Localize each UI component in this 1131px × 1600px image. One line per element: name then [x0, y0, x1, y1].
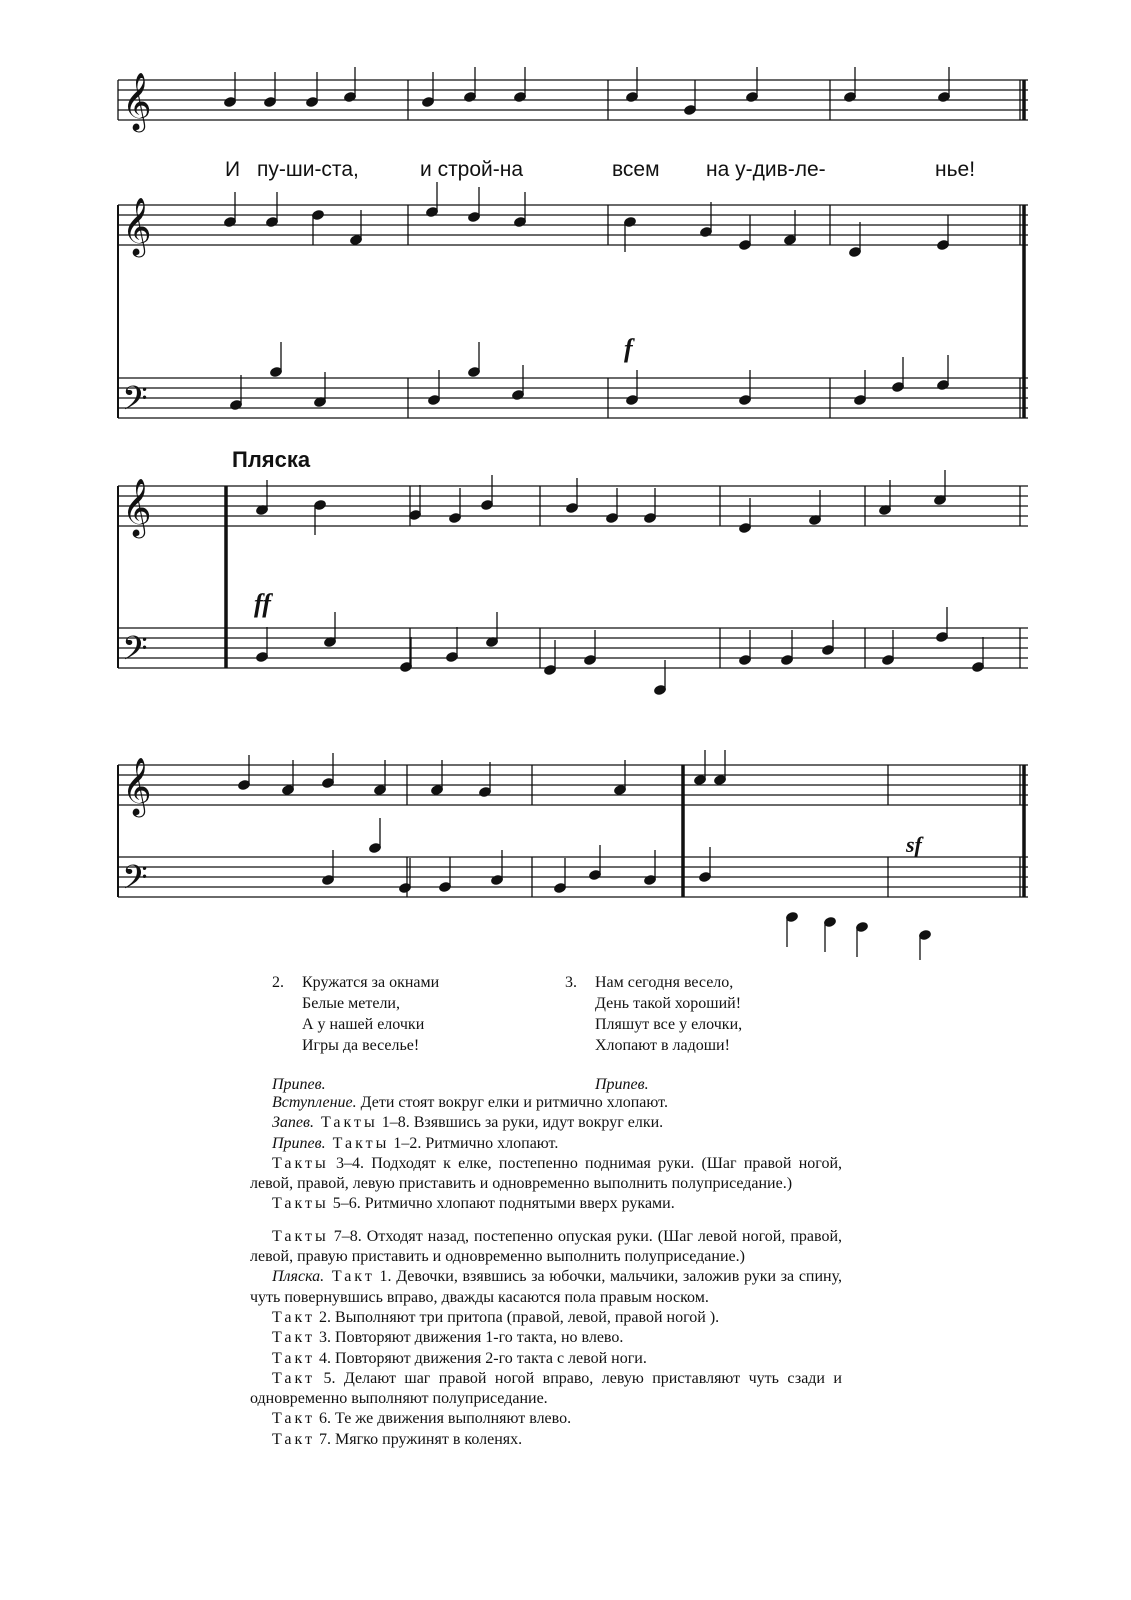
instruction-text: 7–8. Отходят назад, постепенно опуская руки. (Шаг левой ногой, правой, левой, правую приставить и одновременно выполнить полуприседание.) [250, 1227, 842, 1266]
measure-word: Такт [272, 1308, 316, 1326]
instruction-label: Пляска. [272, 1268, 325, 1286]
dynamic-sf: sf [906, 832, 922, 857]
instruction-paragraph [250, 1227, 842, 1268]
verse-line: День такой хороший! [595, 995, 742, 1012]
clef-icon: 𝄢 [122, 380, 148, 426]
instruction-text: 5. Делают шаг правой ногой вправо, левую приставляют чуть сзади и одновременно выполняют полуприседание. [250, 1369, 842, 1408]
instruction-label: Припев. [272, 1134, 326, 1152]
chorus-ref: Припев. [595, 1076, 649, 1093]
instruction-paragraph [250, 1267, 842, 1308]
movement-instructions [250, 1093, 842, 1450]
verse-line: Кружатся за окнами [302, 974, 440, 991]
instruction-label: Вступление. [272, 1094, 357, 1111]
clef-icon: 𝄞 [122, 478, 152, 536]
instruction-paragraph [250, 1093, 842, 1113]
instruction-text: 3–4. Подходят к елке, постепенно поднимая руки. (Шаг правой ногой, левой, правой, левую приставить и одновременно выполнить полуприседание.) [250, 1154, 842, 1193]
dynamic-f: f [624, 334, 633, 363]
measure-word: Такт [272, 1349, 316, 1367]
lyric-syllable: нье! [935, 158, 976, 181]
dynamic-ff: ff [254, 589, 271, 618]
instruction-text: 1. Девочки, взявшись за юбочки, мальчики, заложив руки за спину, чуть повернувшись вправо, дважды касаются пола правым носком. [250, 1268, 843, 1306]
lyric-syllable: и строй-на [420, 158, 524, 181]
instruction-text: 2. Выполняют три притопа (правой, левой, правой ногой ). [315, 1308, 720, 1326]
clef-icon: 𝄞 [122, 757, 152, 815]
verse-line: А у нашей елочки [302, 1016, 425, 1033]
verse-block [272, 972, 439, 1095]
instruction-paragraph [250, 1369, 842, 1410]
measure-word: Такты [272, 1227, 329, 1245]
measure-word: Такты [313, 1114, 378, 1132]
instruction-text: 1–8. Взявшись за руки, идут вокруг елки. [377, 1114, 664, 1132]
measure-word: Такт [272, 1430, 316, 1448]
instruction-paragraph [250, 1349, 842, 1369]
lyric-syllable: всем [612, 158, 660, 181]
lyric-syllable: на у-див-ле- [706, 158, 826, 181]
instruction-text: 3. Повторяют движения 1-го такта, но влево. [315, 1329, 624, 1347]
measure-word: Такт [272, 1329, 316, 1347]
measure-word: Такт [272, 1410, 316, 1428]
clef-icon: 𝄞 [122, 72, 152, 130]
instruction-text: Дети стоят вокруг елки и ритмично хлопают. [356, 1094, 668, 1111]
lyric-syllable: И [225, 158, 241, 181]
instruction-text: 1–2. Ритмично хлопают. [389, 1134, 559, 1152]
measure-word: Такты [325, 1134, 390, 1152]
verse-line: Нам сегодня весело, [595, 974, 734, 991]
verse-number: 2. [272, 974, 284, 991]
measure-word: Такт [272, 1369, 316, 1387]
instruction-paragraph [250, 1308, 842, 1328]
instruction-text: 7. Мягко пружинят в коленях. [315, 1430, 523, 1448]
verse-number: 3. [565, 974, 577, 991]
instruction-paragraph [250, 1409, 842, 1429]
measure-word: Такты [272, 1154, 329, 1172]
instruction-text: 5–6. Ритмично хлопают поднятыми вверх руками. [328, 1195, 675, 1213]
instruction-paragraph [250, 1113, 842, 1133]
instruction-text: 6. Те же движения выполняют влево. [315, 1410, 572, 1428]
verse-line: Игры да веселье! [302, 1037, 420, 1054]
section-title: Пляска [232, 447, 311, 472]
verse-line: Пляшут все у елочки, [595, 1016, 743, 1033]
chorus-ref: Припев. [272, 1076, 326, 1093]
instruction-paragraph [250, 1134, 842, 1154]
instruction-paragraph [250, 1154, 842, 1195]
verse-line: Хлопают в ладоши! [595, 1037, 730, 1054]
verse-block [565, 972, 742, 1095]
measure-word: Такты [272, 1195, 329, 1213]
instruction-text: 4. Повторяют движения 2-го такта с левой ноги. [315, 1349, 647, 1367]
lyric-syllable: пу-ши-ста, [257, 158, 359, 181]
instruction-paragraph [250, 1194, 842, 1214]
instruction-paragraph [250, 1328, 842, 1348]
instruction-paragraph [250, 1430, 842, 1450]
verse-line: Белые метели, [302, 995, 400, 1012]
instruction-label: Запев. [272, 1114, 314, 1132]
clef-icon: 𝄢 [122, 630, 148, 676]
clef-icon: 𝄢 [122, 859, 148, 905]
measure-word: Такт [324, 1268, 375, 1286]
clef-icon: 𝄞 [122, 197, 152, 255]
